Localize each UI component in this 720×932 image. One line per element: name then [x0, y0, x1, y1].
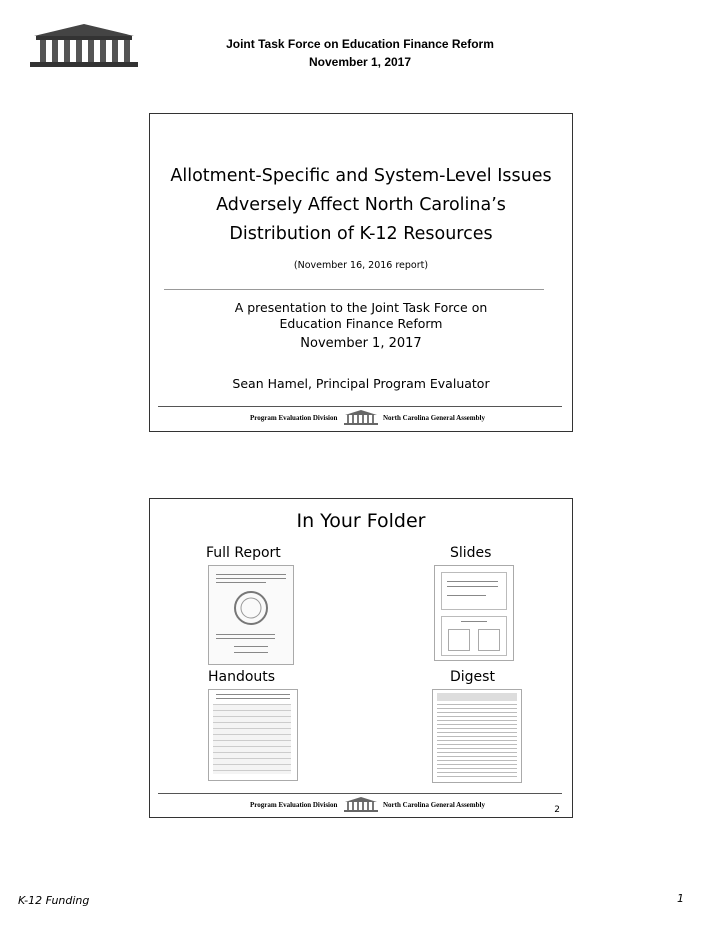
- footer-left-label: Program Evaluation Division: [250, 801, 338, 809]
- report-date: (November 16, 2016 report): [293, 260, 429, 271]
- footer-right-label: North Carolina General Assembly: [383, 801, 485, 809]
- presentation-line-1: A presentation to the Joint Task Force on: [234, 300, 488, 315]
- digest-thumbnail: [432, 689, 522, 783]
- building-icon: [343, 797, 379, 813]
- slide-footer: [150, 797, 572, 817]
- footer-divider: [158, 793, 562, 794]
- building-icon: [343, 410, 379, 426]
- footer-divider: [158, 406, 562, 407]
- presenter-name: Sean Hamel, Principal Program Evaluator: [232, 376, 490, 391]
- slides-thumbnail: [434, 565, 514, 661]
- slide-page-number: 2: [554, 805, 560, 815]
- handouts-thumbnail: [208, 689, 298, 781]
- slide-2-title: In Your Folder: [296, 510, 426, 532]
- document-header-date: November 1, 2017: [308, 55, 412, 69]
- full-report-thumbnail: [208, 565, 294, 665]
- handouts-label: Handouts: [208, 669, 276, 685]
- footer-right-label: North Carolina General Assembly: [383, 414, 485, 422]
- digest-label: Digest: [450, 669, 495, 685]
- presentation-date: November 1, 2017: [300, 336, 422, 351]
- slide-footer: [150, 410, 572, 430]
- page-footer-title: K-12 Funding: [18, 894, 90, 907]
- document-header-title: Joint Task Force on Education Finance Reform: [226, 37, 494, 51]
- slides-label: Slides: [450, 545, 492, 561]
- presentation-line-2: Education Finance Reform: [279, 316, 443, 331]
- divider: [164, 289, 544, 290]
- page-number: 1: [677, 892, 684, 905]
- slide-1: [149, 113, 573, 432]
- slide-2: [149, 498, 573, 818]
- full-report-label: Full Report: [206, 545, 281, 561]
- seal-icon: [233, 590, 269, 626]
- footer-left-label: Program Evaluation Division: [250, 414, 338, 422]
- slide-1-title: Allotment-Specific and System-Level Issues Adversely Affect North Carolina’s Distribution of K-12 Resources: [170, 166, 552, 244]
